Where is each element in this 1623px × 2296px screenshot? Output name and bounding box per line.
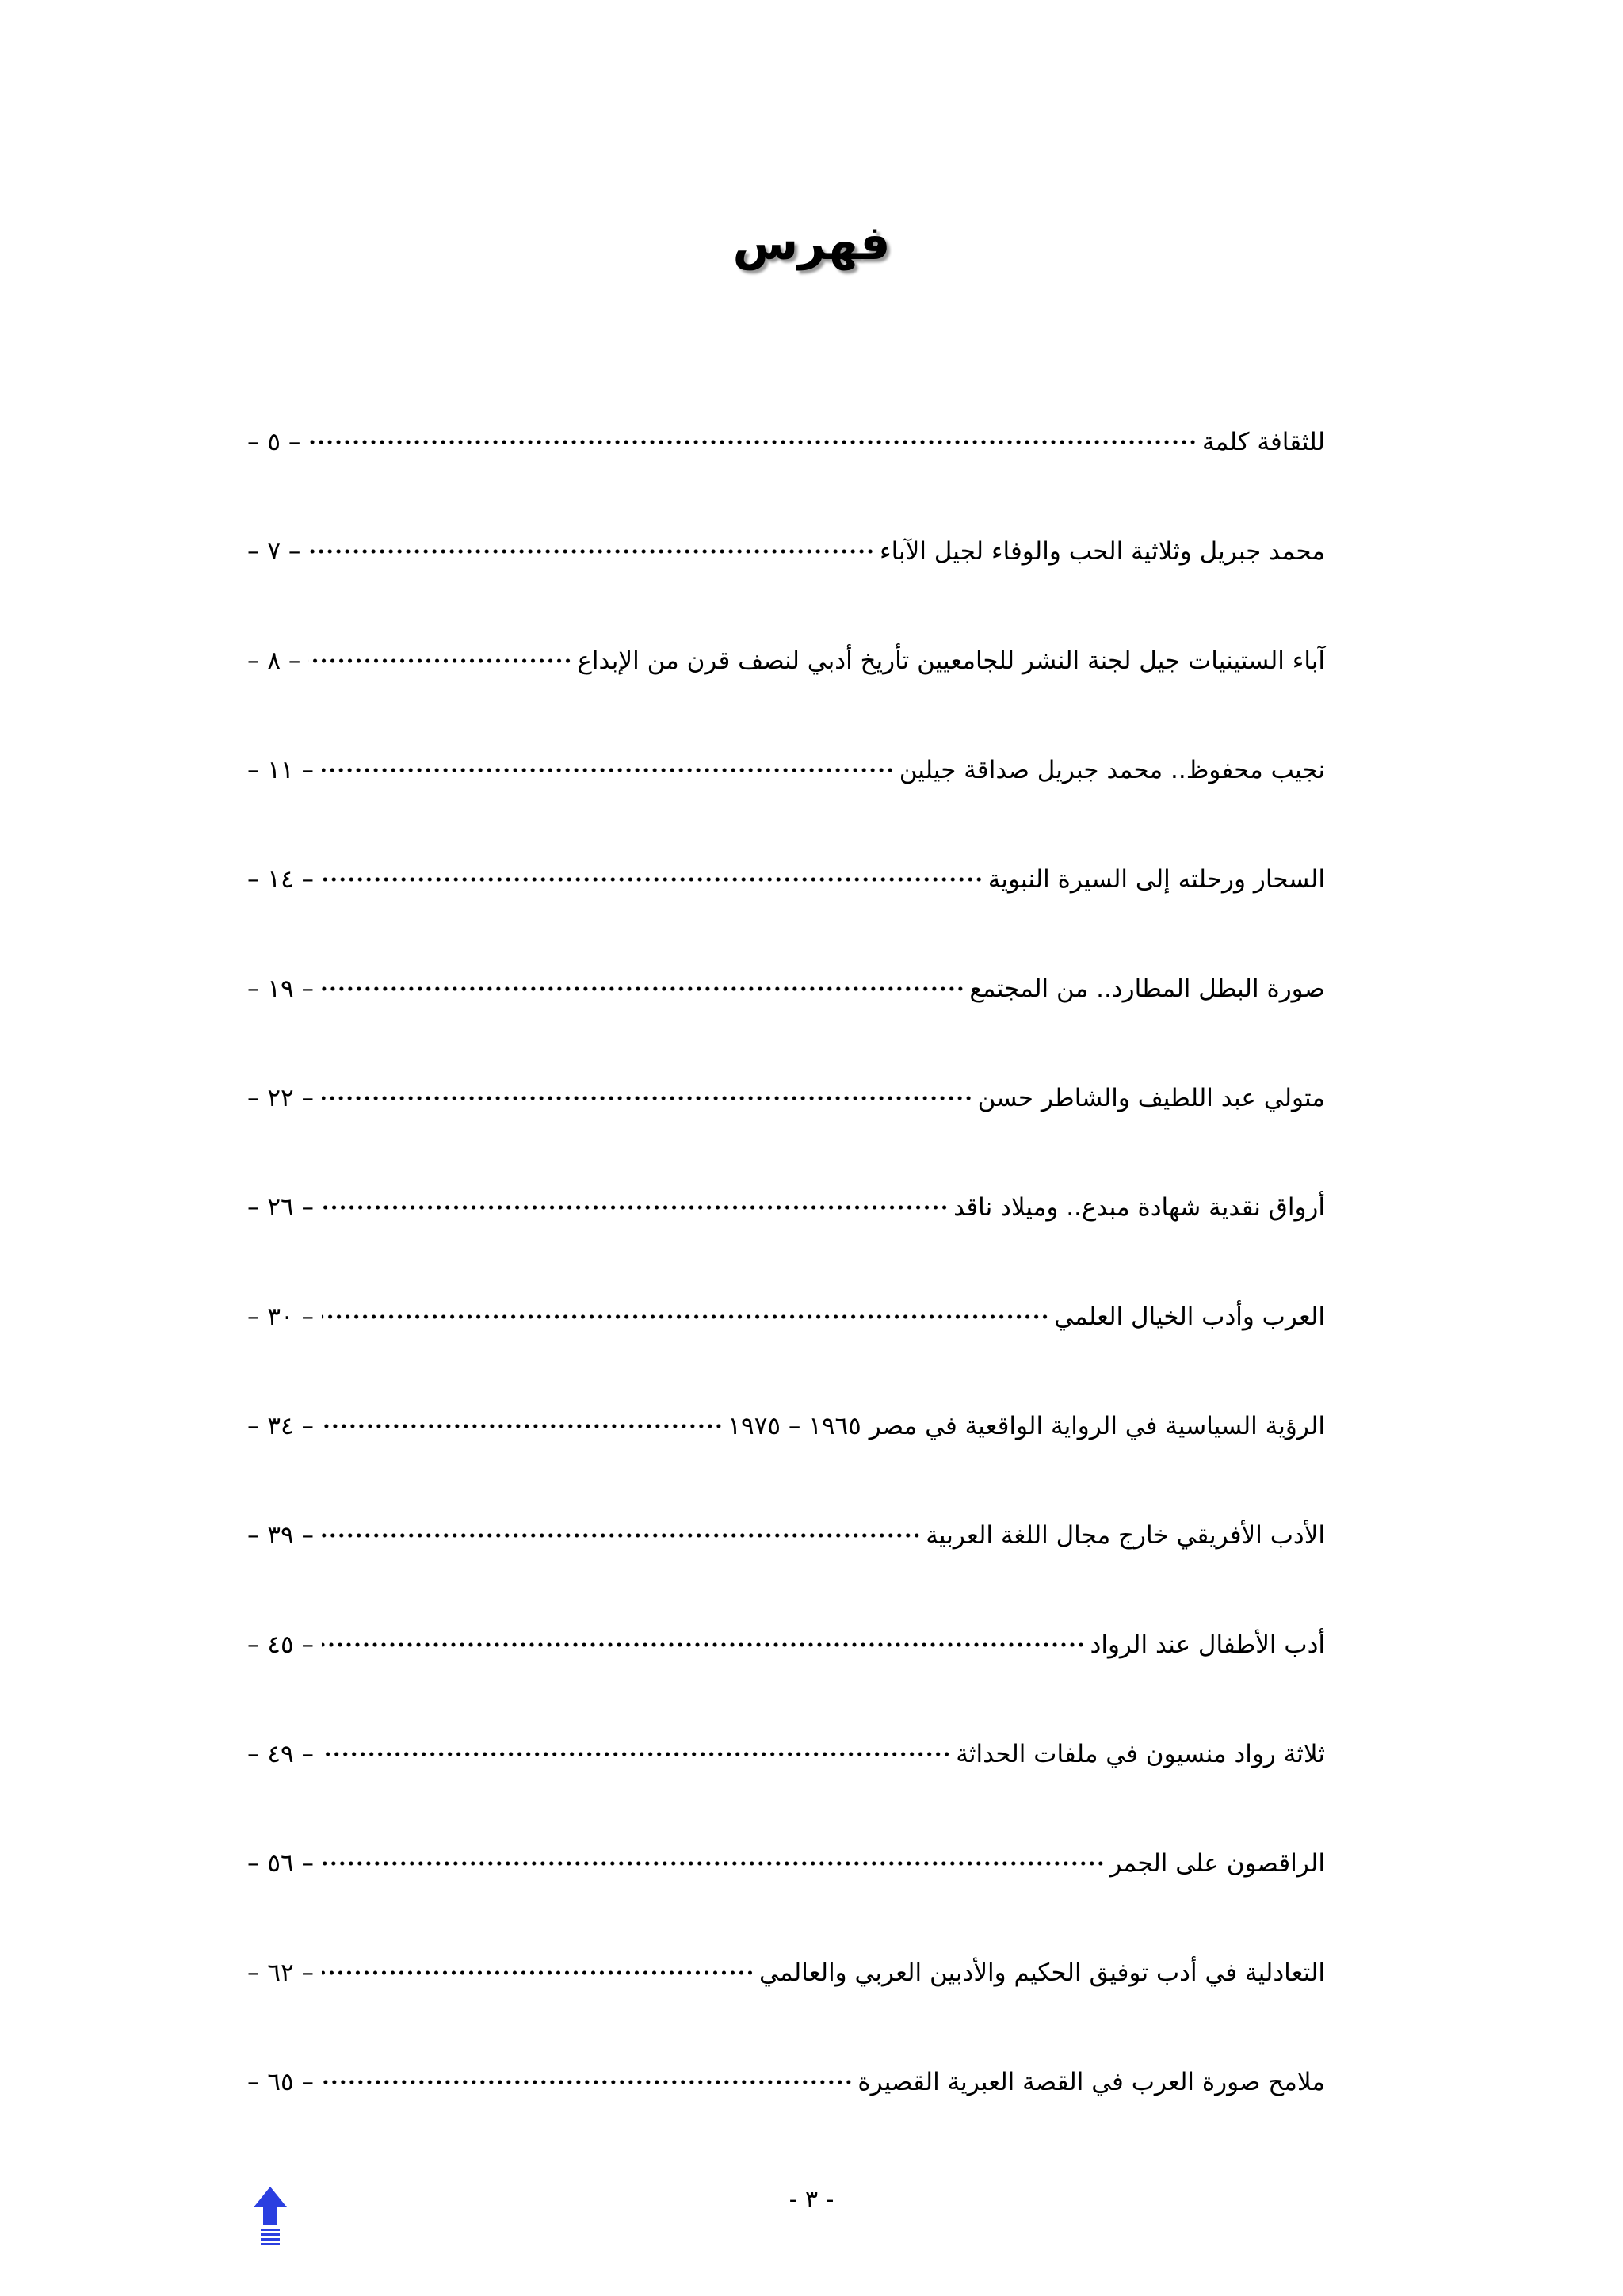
toc-dot-leader <box>322 1730 951 1778</box>
toc-entry-page: – ٣٠ – <box>247 1302 315 1331</box>
toc-dot-leader <box>322 856 983 903</box>
toc-entry-page: – ٨ – <box>247 646 301 675</box>
toc-entry[interactable] <box>247 1840 1325 1887</box>
back-to-top-button[interactable] <box>250 2185 290 2248</box>
toc-dot-leader <box>322 1402 723 1450</box>
toc-entry-title: ملامح صورة العرب في القصة العبرية القصيرة <box>857 2068 1325 2096</box>
page-number: - ٣ - <box>789 2186 834 2214</box>
toc-entry-page: – ٥٦ – <box>247 1849 315 1878</box>
toc-entry-title: متولي عبد اللطيف والشاطر حسن <box>977 1084 1325 1112</box>
toc-entry[interactable] <box>247 1402 1325 1450</box>
toc-entry-page: – ١٩ – <box>247 974 315 1003</box>
toc-entry-title: التعادلية في أدب توفيق الحكيم والأدبين العربي والعالمي <box>759 1958 1325 1987</box>
toc-entry[interactable] <box>247 965 1325 1013</box>
toc-entry-title: محمد جبريل وثلاثية الحب والوفاء لجيل الآباء <box>880 537 1325 566</box>
toc-dot-leader <box>322 1184 949 1231</box>
toc-entry-title: أرواق نقدية شهادة مبدع.. وميلاد ناقد <box>953 1193 1325 1222</box>
toc-entry-page: – ١١ – <box>247 756 315 784</box>
toc-entry[interactable] <box>247 1512 1325 1559</box>
toc-entry-page: – ٣٤ – <box>247 1412 315 1440</box>
toc-entry-title: الرؤية السياسية في الرواية الواقعية في مصر ١٩٦٥ – ١٩٧٥ <box>727 1412 1325 1440</box>
toc-dot-leader <box>322 1840 1105 1887</box>
toc-dot-leader <box>322 1074 973 1122</box>
page-title: فهرس <box>732 215 891 271</box>
toc-entry-title: السحار ورحلته إلى السيرة النبوية <box>987 865 1325 894</box>
toc-entry-page: – ٢٢ – <box>247 1084 315 1112</box>
toc-dot-leader <box>322 1621 1086 1669</box>
toc-entry-page: – ٣٩ – <box>247 1521 315 1550</box>
toc-dot-leader <box>322 965 964 1013</box>
toc-entry-title: الأدب الأفريقي خارج مجال اللغة العربية <box>926 1521 1325 1550</box>
toc-entry-page: – ٢٦ – <box>247 1193 315 1222</box>
toc-entry[interactable] <box>247 1949 1325 1997</box>
toc-dot-leader <box>308 528 875 575</box>
toc-entry-title: أدب الأطفال عند الرواد <box>1090 1630 1325 1659</box>
toc-dot-leader <box>322 1293 1049 1341</box>
toc-dot-leader <box>322 1949 754 1997</box>
toc-entry-page: – ٦٥ – <box>247 2068 315 2096</box>
toc-entry[interactable] <box>247 2058 1325 2106</box>
arrow-up-icon <box>250 2185 290 2248</box>
toc-entry-title: للثقافة كلمة <box>1201 428 1325 456</box>
toc-entry[interactable] <box>247 746 1325 794</box>
toc-entry-page: – ٤٩ – <box>247 1740 315 1768</box>
toc-dot-leader <box>322 2058 853 2106</box>
toc-entry[interactable] <box>247 1730 1325 1778</box>
toc-dot-leader <box>322 1512 921 1559</box>
toc-dot-leader <box>308 637 572 685</box>
toc-entry-page: – ٦٢ – <box>247 1958 315 1987</box>
toc-entry-title: نجيب محفوظ.. محمد جبريل صداقة جيلين <box>899 756 1325 784</box>
toc-entry[interactable] <box>247 1074 1325 1122</box>
toc-entry-title: ثلاثة رواد منسيون في ملفات الحداثة <box>956 1740 1325 1768</box>
toc-entry[interactable] <box>247 1621 1325 1669</box>
toc-entry[interactable] <box>247 528 1325 575</box>
toc-entry-page: – ٥ – <box>247 428 301 456</box>
toc-entry-title: العرب وأدب الخيال العلمي <box>1054 1302 1325 1331</box>
toc-entry-title: صورة البطل المطارد.. من المجتمع <box>969 974 1325 1003</box>
toc-entry-page: – ١٤ – <box>247 865 315 894</box>
toc-entry[interactable] <box>247 418 1325 466</box>
toc-entry[interactable] <box>247 1184 1325 1231</box>
toc-entry-title: آباء الستينيات جيل لجنة النشر للجامعيين تأريخ أدبي لنصف قرن من الإبداع <box>577 646 1325 675</box>
toc-entry-page: – ٤٥ – <box>247 1630 315 1659</box>
toc-entry[interactable] <box>247 856 1325 903</box>
toc-entry[interactable] <box>247 1293 1325 1341</box>
toc-entry-title: الراقصون على الجمر <box>1109 1849 1325 1878</box>
toc-dot-leader <box>322 746 895 794</box>
table-of-contents <box>247 0 1325 2296</box>
toc-entry-page: – ٧ – <box>247 537 301 566</box>
toc-dot-leader <box>308 418 1197 466</box>
toc-entry[interactable] <box>247 637 1325 685</box>
